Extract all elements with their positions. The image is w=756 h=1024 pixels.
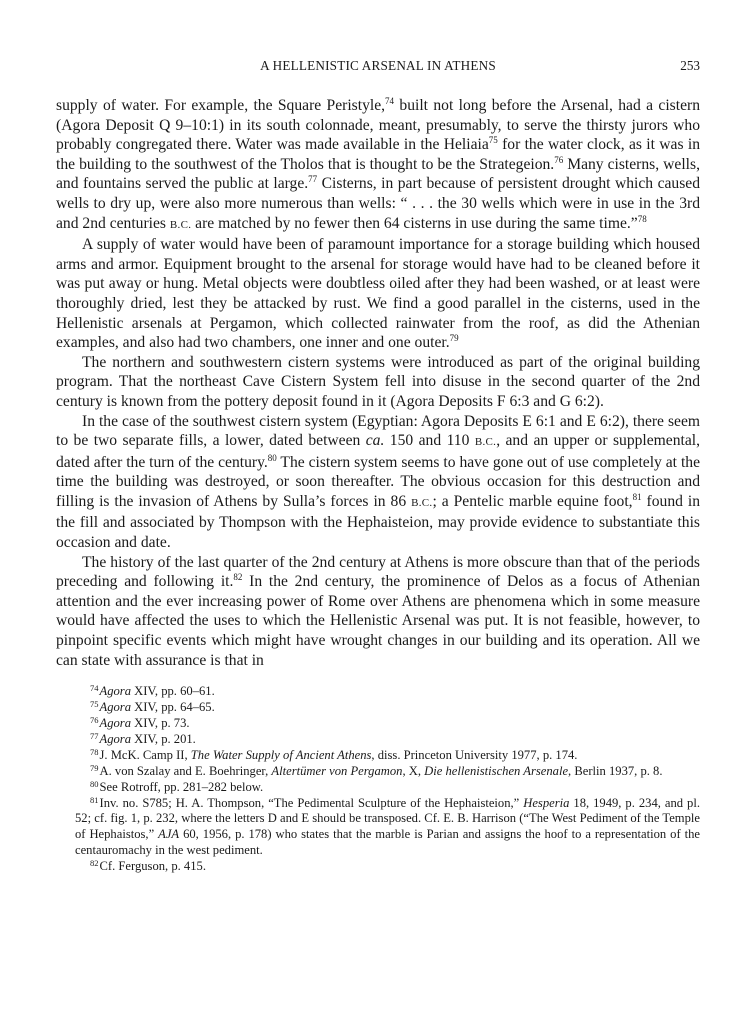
paragraph-3: The northern and southwestern cistern systems were introduced as part of the original building program. That the northeast Cave Cistern System fell into disuse in the second quarter of the 2nd century is known from the pottery deposit found in it (Agora Deposits F 6:3 and G 6:2). — [56, 353, 700, 410]
footnote-ref-74[interactable]: 74 — [385, 96, 395, 106]
footnote-ref-80[interactable]: 80 — [267, 452, 277, 463]
page-number: 253 — [680, 58, 700, 73]
paragraph-1: supply of water. For example, the Square Peristyle,$^{74}$ built not long before the Arsenal, had a cistern (Agora Deposit Q 9–10:1) in its south colonnade, meant, presumably, to serve the thirsty jurors who probably congregated there. Water was made available in the Heliaia$^{75}$ for the water clock, as it was in the building to the southwest of the Tholos that is thought to be the Strategeion.$^{76}$ Many cisterns, wells, and fountains served the public at large.$^{77}$ Cisterns, in part because of persistent drought which caused wells to dry up, were also more numerous than wells: “ . . . the 30 wells which were in use in the 3rd and 2nd centuries B.C. are matched by no fewer then 64 cisterns in use during the same time.”$^{78}$ — [56, 96, 700, 232]
footnote-77: $^{77}$Agora XIV, p. 201. — [90, 730, 196, 746]
paragraph-5: The history of the last quarter of the 2nd century at Athens is more obscure than that of the periods preceding and following it.$^{82}$ In the 2nd century, the prominence of Delos as a focus of Athenian attention and the ever increasing power of Rome over Athens are phenomena which in some measure would have affected the uses to which the Hellenistic Arsenal was put. It is not feasible, however, to pinpoint specific events which might have wrought changes in our building and its operation. All we can state with assurance is that in — [56, 553, 701, 669]
paragraph-4: In the case of the southwest cistern system (Egyptian: Agora Deposits E 6:1 and E 6:2), there seem to be two separate fills, a lower, dated between ca. 150 and 110 B.C., and an upper or supplemental, dated after the turn of the century.$^{80}$ The cistern system seems to have gone out of use completely at the time the building was destroyed, or soon thereafter. The obvious occasion for this destruction and filling is the invasion of Athens by Sulla’s forces in 86 B.C.; a Pentelic marble equine foot,$^{81}$ found in the fill and associated by Thompson with the Hephaisteion, may provide evidence to substantiate this occasion and date. — [56, 412, 701, 552]
footnote-74: $^{74}$Agora XIV, pp. 60–61. — [90, 683, 215, 699]
footnote-ref-78[interactable]: 78 — [637, 213, 647, 224]
footnote-80: $^{80}$See Rotroff, pp. 281–282 below. — [90, 778, 264, 794]
footnote-81: $^{81}$Inv. no. S785; H. A. Thompson, “The Pedimental Sculpture of the Hephaisteion,” Hesperia 18, 1949, p. 234, and pl. 52; cf. fig. 1, p. 232, where the letters D and E should be transposed. Cf. E. B. Harrison (“The West Pediment of the Temple of Hephaistos,” AJA 60, 1956, p. 178) who states that the marble is Parian and assigns the hoof to a representation of the centauromachy in the west pediment. — [75, 794, 701, 858]
footnote-79: $^{79}$A. von Szalay and E. Boehringer, Altertümer von Pergamon, X, Die hellenistischen Arsenale, Berlin 1937, p. 8. — [90, 762, 663, 778]
footnote-ref-82[interactable]: 82 — [233, 572, 243, 583]
footnote-ref-81[interactable]: 81 — [632, 491, 642, 502]
running-title: A HELLENISTIC ARSENAL IN ATHENS — [260, 58, 496, 73]
main-text — [56, 96, 700, 670]
running-header — [56, 58, 700, 80]
footnote-78: $^{78}$J. McK. Camp II, The Water Supply of Ancient Athens, diss. Princeton University 1977, p. 174. — [90, 746, 578, 762]
footnotes — [56, 684, 700, 875]
journal-page — [56, 58, 700, 875]
footnote-76: $^{76}$Agora XIV, p. 73. — [90, 715, 190, 731]
paragraph-2: A supply of water would have been of paramount importance for a storage building which housed arms and armor. Equipment brought to the arsenal for storage would have had to be cleaned before it was put away or hung. Metal objects were doubtless oiled after they had been washed, or at least were thoroughly dried, lest they be attacked by rust. We find a good parallel in the cisterns, used in the Hellenistic arsenals at Pergamon, which collected rainwater from the roof, as did the Athenian examples, and also had two chambers, one inner and one outer.$^{79}$ — [56, 236, 700, 352]
footnote-75: $^{75}$Agora XIV, pp. 64–65. — [90, 699, 215, 715]
footnote-ref-79[interactable]: 79 — [449, 333, 459, 344]
footnote-ref-76[interactable]: 76 — [554, 154, 564, 165]
footnote-ref-77[interactable]: 77 — [308, 174, 318, 185]
footnote-ref-75[interactable]: 75 — [488, 135, 498, 146]
footnote-82: $^{82}$Cf. Ferguson, p. 415. — [90, 858, 206, 874]
